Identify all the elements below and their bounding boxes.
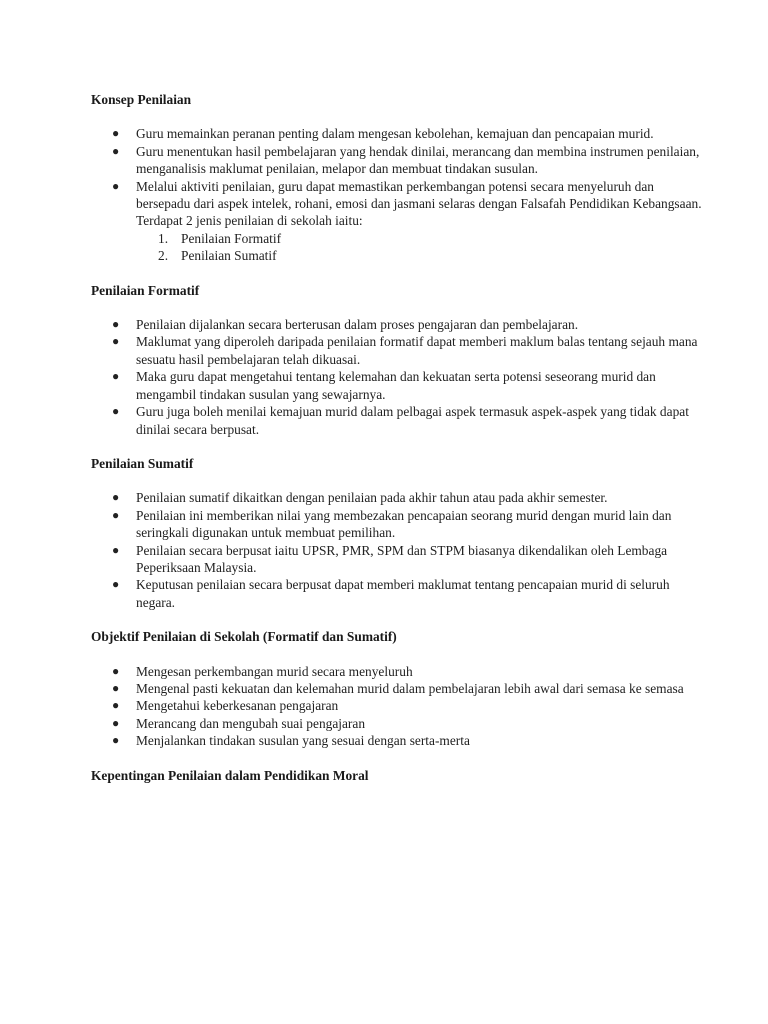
list-item: ● Mengenal pasti kekuatan dan kelemahan murid dalam pembelajaran lebih awal dari semasa ke semasa: [112, 680, 684, 696]
list-item: ● Penilaian secara berpusat iaitu UPSR, PMR, SPM dan STPM biasanya dikendalikan oleh Lembaga Peperiksaan Malaysia.: [112, 542, 668, 575]
section-title-kepentingan-penilaian: Kepentingan Penilaian dalam Pendidikan Moral: [91, 767, 369, 783]
spacer: [91, 646, 708, 663]
spacer: [91, 611, 708, 628]
list-item: ● Keputusan penilaian secara berpusat dapat memberi maklumat tentang pencapaian murid di seluruh negara.: [112, 577, 670, 610]
bullet-dot-icon: ●: [112, 715, 120, 730]
list-item: ● Maka guru dapat mengetahui tentang kelemahan dan kekuatan serta potensi seseorang murid dan mengambil tindakan susulan yang sewajarnya.: [112, 369, 656, 402]
bullet-dot-icon: ●: [112, 663, 120, 678]
bullet-list: [91, 663, 708, 750]
section-title-konsep-penilaian: Konsep Penilaian: [91, 92, 192, 107]
list-item: ● Merancang dan mengubah suai pengajaran: [112, 715, 366, 731]
list-item: ● Maklumat yang diperoleh daripada penilaian formatif dapat memberi maklum balas tentang sejauh mana sesuatu hasil pembelajaran telah dikuasai.: [112, 334, 698, 367]
sublist-item: 2. Penilaian Sumatif: [158, 248, 277, 264]
list-item: ● Melalui aktiviti penilaian, guru dapat memastikan perkembangan potensi secara menyeluruh dan bersepadu dari aspek intelek, rohani, emosi dan jasmani selaras dengan Falsafah Pendidikan Kebangsaan. Terdapat 2 jenis penilaian di sekolah iaitu: 1. Penilaian Formatif 2. Penilaian Sumatif: [136, 178, 708, 265]
list-item: ● Penilaian ini memberikan nilai yang membezakan pencapaian seorang murid dengan murid lain dan seringkali digunakan untuk membuat pemilihan.: [112, 507, 672, 541]
spacer: [91, 472, 708, 489]
list-item: ● Penilaian dijalankan secara berterusan dalam proses pengajaran dan pembelajaran.: [112, 317, 579, 333]
section-title-objektif-penilaian: Objektif Penilaian di Sekolah (Formatif dan Sumatif): [91, 629, 397, 645]
list-item: ● Guru juga boleh menilai kemajuan murid dalam pelbagai aspek termasuk aspek-aspek yang tidak dapat dinilai secara berpusat.: [112, 404, 689, 437]
bullet-dot-icon: ●: [112, 404, 120, 419]
bullet-dot-icon: ●: [112, 698, 120, 713]
bullet-list: [91, 125, 708, 264]
list-item: ● Mengetahui keberkesanan pengajaran: [112, 698, 339, 714]
bullet-dot-icon: ●: [112, 334, 120, 349]
bullet-dot-icon: ●: [112, 542, 120, 557]
bullet-dot-icon: ●: [112, 680, 120, 695]
bullet-dot-icon: ●: [112, 143, 120, 158]
bullet-dot-icon: ●: [112, 733, 120, 748]
bullet-dot-icon: ●: [112, 317, 120, 332]
bullet-dot-icon: ●: [112, 507, 120, 522]
list-item: ● Penilaian sumatif dikaitkan dengan penilaian pada akhir tahun atau pada akhir semester.: [112, 490, 608, 506]
bullet-dot-icon: ●: [112, 369, 120, 384]
sublist-item: 1. Penilaian Formatif: [158, 230, 282, 246]
list-item: ● Mengesan perkembangan murid secara menyeluruh: [112, 663, 413, 679]
bullet-dot-icon: ●: [112, 490, 120, 505]
bullet-dot-icon: ●: [112, 126, 120, 141]
spacer: [91, 438, 708, 455]
section-title-penilaian-sumatif: Penilaian Sumatif: [91, 455, 194, 471]
bullet-dot-icon: ●: [112, 178, 120, 193]
bullet-list: [91, 489, 708, 611]
spacer: [91, 299, 708, 316]
bullet-dot-icon: ●: [112, 577, 120, 592]
spacer: [91, 265, 708, 282]
spacer: [91, 750, 708, 767]
numbered-sublist: [136, 230, 708, 265]
section-title-penilaian-formatif: Penilaian Formatif: [91, 282, 200, 298]
list-item: ● Guru menentukan hasil pembelajaran yang hendak dinilai, merancang dan membina instrumen penilaian, menganalisis maklumat penilaian, melapor dan membuat tindakan susulan.: [112, 143, 700, 177]
bullet-list: [91, 316, 708, 438]
list-item: ● Menjalankan tindakan susulan yang sesuai dengan serta-merta: [112, 733, 470, 749]
spacer: [91, 108, 708, 125]
list-item: ● Guru memainkan peranan penting dalam mengesan kebolehan, kemajuan dan pencapaian murid.: [112, 126, 654, 142]
